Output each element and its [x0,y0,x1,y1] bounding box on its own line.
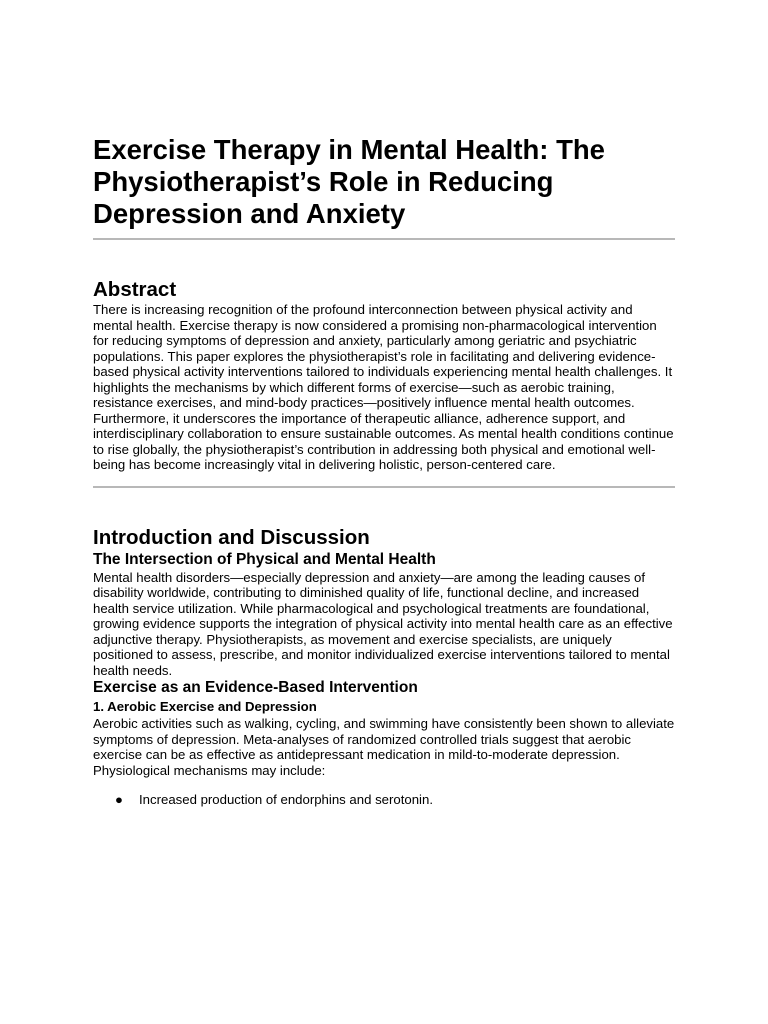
evidence-subheading: Exercise as an Evidence-Based Intervention [93,679,418,696]
title-divider [93,238,675,240]
mechanisms-list [93,792,675,808]
list-item [93,792,675,808]
aerobic-paragraph: Aerobic activities such as walking, cycling, and swimming have consistently been shown to alleviate symptoms of depression. Meta-analyses of randomized controlled trials suggest that aerobic exercise can be as effective as antidepressant medication in mild-to-moderate depression. Physiological mechanisms may include: [93,716,675,778]
introduction-heading: Introduction and Discussion [93,525,370,549]
document-content [93,134,675,808]
abstract-divider [93,486,675,488]
document-title: Exercise Therapy in Mental Health: The Physiotherapist’s Role in Reducing Depression and Anxiety [93,134,605,229]
abstract-heading: Abstract [93,278,177,301]
intersection-subheading: The Intersection of Physical and Mental Health [93,550,436,568]
intersection-paragraph: Mental health disorders—especially depression and anxiety—are among the leading causes of disability worldwide, contributing to diminished quality of life, functional decline, and increased health service utilization. While pharmacological and psychological treatments are foundational, growing evidence supports the integration of physical activity into mental health care as an effective adjunctive therapy. Physiotherapists, as movement and exercise specialists, are uniquely positioned to assess, prescribe, and monitor individualized exercise interventions tailored to mental health needs. [93,569,673,678]
bullet-icon: ● [115,792,123,807]
list-item-text: Increased production of endorphins and serotonin. [139,792,433,807]
aerobic-subheading: 1. Aerobic Exercise and Depression [93,699,317,714]
abstract-paragraph: There is increasing recognition of the profound interconnection between physical activity and mental health. Exercise therapy is now considered a promising non-pharmacological intervention for reducing symptoms of depression and anxiety, particularly among geriatric and psychiatric populations. This paper explores the physiotherapist’s role in facilitating and delivering evidence-based physical activity interventions tailored to individuals experiencing mental health challenges. It highlights the mechanisms by which different forms of exercise—such as aerobic training, resistance exercises, and mind-body practices—positively influence mental health outcomes. Furthermore, it underscores the importance of therapeutic alliance, adherence support, and interdisciplinary collaboration to ensure sustainable outcomes. As mental health conditions continue to rise globally, the physiotherapist’s contribution in addressing both physical and emotional well-being has become increasingly vital in delivering holistic, person-centered care. [93,302,674,472]
